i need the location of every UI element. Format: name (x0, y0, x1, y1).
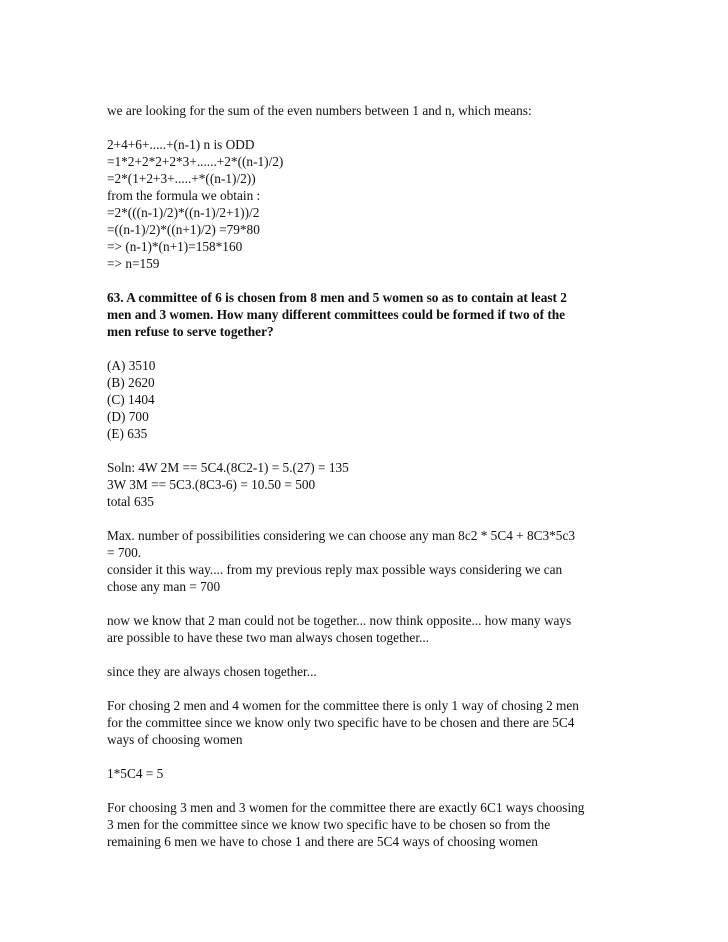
question-heading (107, 289, 667, 340)
solution-line: total 635 (107, 494, 154, 509)
together-paragraph: since they are always chosen together... (107, 664, 317, 679)
derivation-line: =((n-1)/2)*((n+1)/2) =79*80 (107, 222, 260, 237)
paragraph-line: are possible to have these two man always chosen together... (107, 630, 429, 645)
derivation-line: =2*(((n-1)/2)*((n-1)/2+1))/2 (107, 205, 260, 220)
question-line: 63. A committee of 6 is chosen from 8 men and 5 women so as to contain at least 2 (107, 290, 567, 305)
solution-line: Soln: 4W 2M == 5C4.(8C2-1) = 5.(27) = 135 (107, 460, 349, 475)
max-possibilities-paragraph (107, 527, 667, 595)
paragraph-line: For choosing 3 men and 3 women for the committee there are exactly 6C1 ways choosing (107, 800, 585, 815)
paragraph-line: For chosing 2 men and 4 women for the committee there is only 1 way of chosing 2 men (107, 698, 579, 713)
option-e: (E) 635 (107, 426, 148, 441)
option-c: (C) 1404 (107, 392, 155, 407)
option-b: (B) 2620 (107, 375, 155, 390)
answer-options (107, 357, 667, 442)
derivation-line: => n=159 (107, 256, 160, 271)
derivation-line: 2+4+6+.....+(n-1) n is ODD (107, 137, 255, 152)
two-men-case-paragraph (107, 697, 667, 748)
question-line: men refuse to serve together? (107, 324, 274, 339)
option-a: (A) 3510 (107, 358, 156, 373)
derivation-line: =1*2+2*2+2*3+......+2*((n-1)/2) (107, 154, 284, 169)
derivation-line: from the formula we obtain : (107, 188, 261, 203)
paragraph-line: Max. number of possibilities considering we can choose any man 8c2 * 5C4 + 8C3*5c3 (107, 528, 576, 543)
paragraph-line: consider it this way.... from my previous reply max possible ways considering we can (107, 562, 563, 577)
option-d: (D) 700 (107, 409, 149, 424)
opposite-paragraph (107, 612, 667, 646)
solution-block (107, 459, 667, 510)
derivation-line: => (n-1)*(n+1)=158*160 (107, 239, 243, 254)
paragraph-line: remaining 6 men we have to chose 1 and there are 5C4 ways of choosing women (107, 834, 538, 849)
paragraph-line: ways of choosing women (107, 732, 243, 747)
two-men-result: 1*5C4 = 5 (107, 766, 164, 781)
paragraph-line: 3 men for the committee since we know two specific have to be chosen so from the (107, 817, 551, 832)
paragraph-line: chose any man = 700 (107, 579, 221, 594)
question-line: men and 3 women. How many different committees could be formed if two of the (107, 307, 566, 322)
intro-text: we are looking for the sum of the even numbers between 1 and n, which means: (107, 103, 532, 118)
document-page (107, 102, 667, 850)
derivation-block (107, 136, 667, 272)
solution-line: 3W 3M == 5C3.(8C3-6) = 10.50 = 500 (107, 477, 316, 492)
paragraph-line: = 700. (107, 545, 142, 560)
paragraph-line: for the committee since we know only two specific have to be chosen and there are 5C4 (107, 715, 575, 730)
paragraph-line: now we know that 2 man could not be together... now think opposite... how many ways (107, 613, 572, 628)
derivation-line: =2*(1+2+3+.....+*((n-1)/2)) (107, 171, 256, 186)
three-men-case-paragraph (107, 799, 667, 850)
